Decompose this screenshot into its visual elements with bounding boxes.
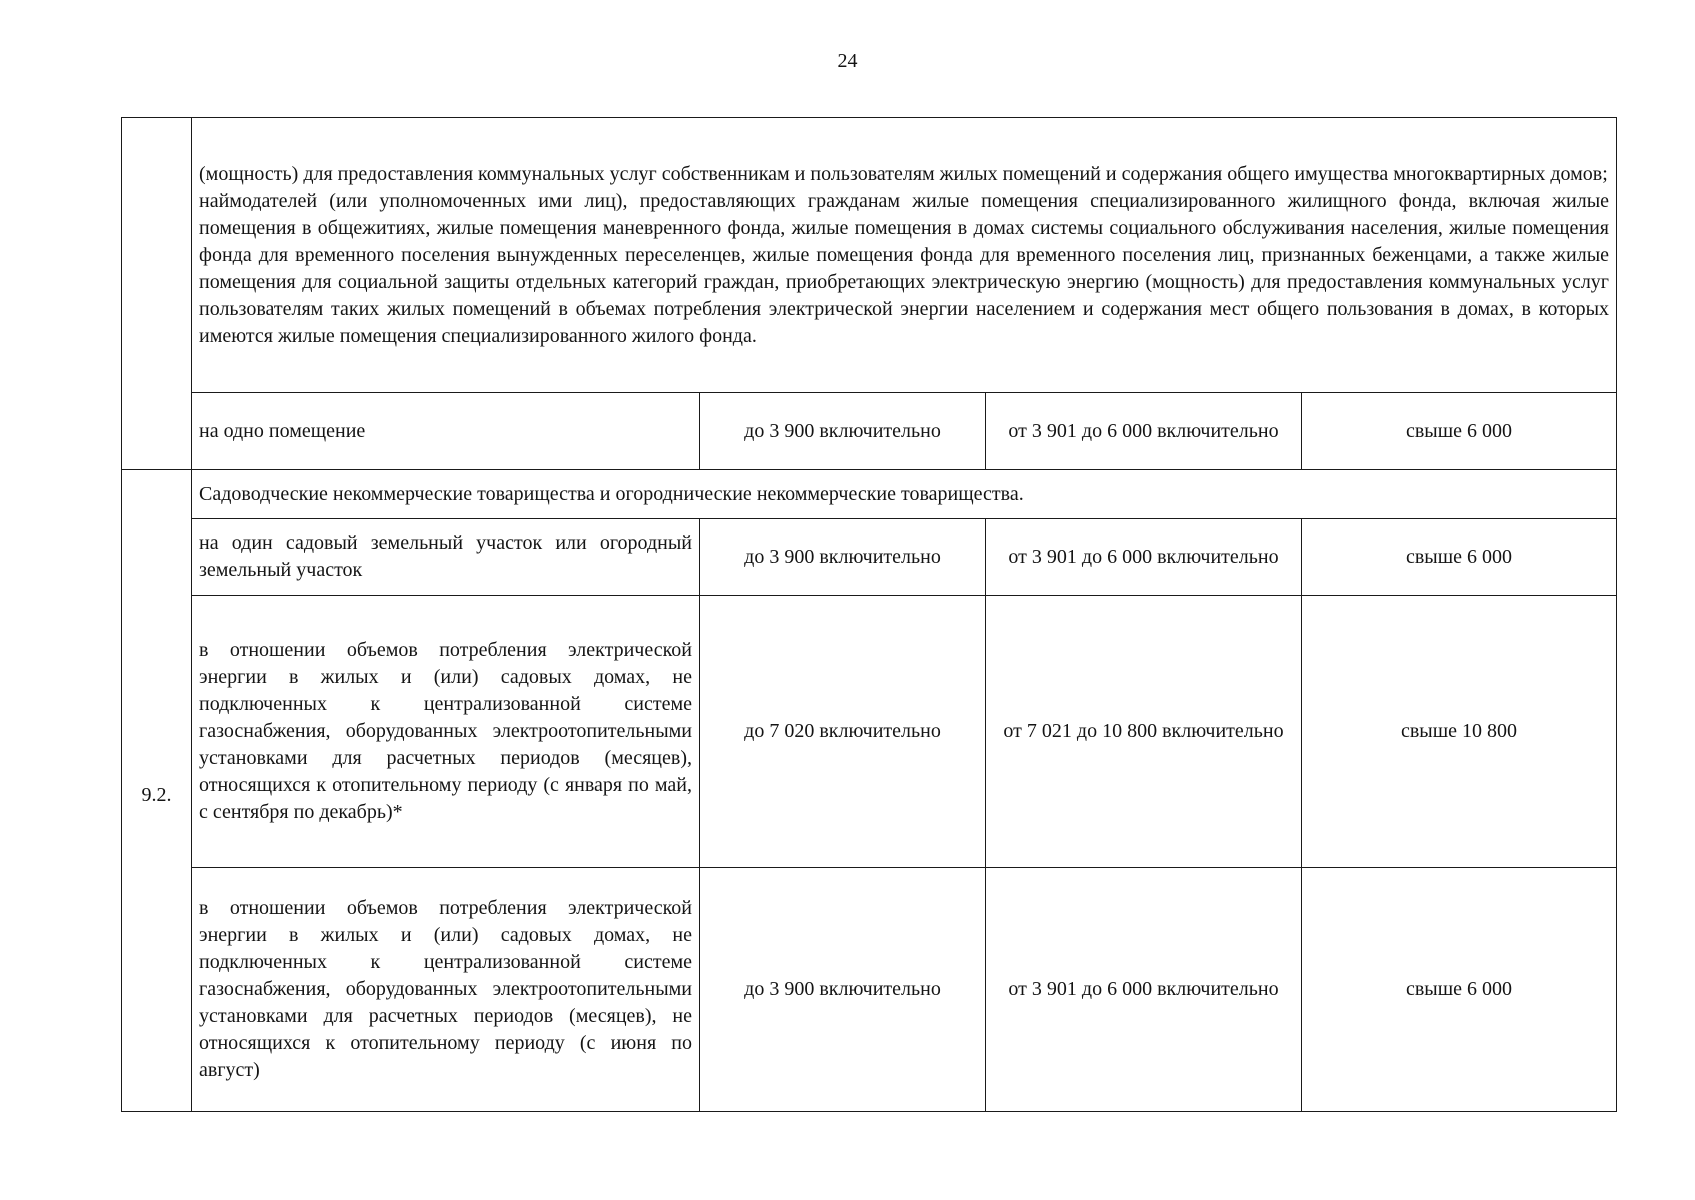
range-high-cell: свыше 10 800 [1302,596,1617,868]
range-high-cell: свыше 6 000 [1302,519,1617,596]
table-row [122,868,1617,1112]
row-label: на один садовый земельный участок или огородный земельный участок [192,519,700,596]
row-label: в отношении объемов потребления электрической энергии в жилых и (или) садовых домах, не подключенных к централизованной системе газоснабжения, оборудованных электроотопительными установками для расчетных периодов (месяцев), относящихся к отопительному периоду (с января по май, с сентября по декабрь)* [192,596,700,868]
section-title-cell: Садоводческие некоммерческие товарищества и огороднические некоммерческие товарищества. [192,470,1617,519]
range-mid-cell: от 3 901 до 6 000 включительно [986,868,1302,1112]
range-mid-cell: от 3 901 до 6 000 включительно [986,519,1302,596]
table-row [122,519,1617,596]
row-label: в отношении объемов потребления электрической энергии в жилых и (или) садовых домах, не подключенных к централизованной системе газоснабжения, оборудованных электроотопительными установками для расчетных периодов (месяцев), не относящихся к отопительному периоду (с июня по август) [192,868,700,1112]
range-high-cell: свыше 6 000 [1302,393,1617,470]
range-high-cell: свыше 6 000 [1302,868,1617,1112]
range-low-cell: до 7 020 включительно [700,596,986,868]
range-low-cell: до 3 900 включительно [700,519,986,596]
page-number: 24 [837,50,858,72]
row-number-cell [122,118,192,470]
tariff-table [121,117,1617,1112]
range-low-cell: до 3 900 включительно [700,393,986,470]
table-row [122,470,1617,519]
description-paragraph: наймодателей (или уполномоченных ими лиц), предоставляющих гражданам жилые помещения специализированного жилищного фонда, включая жилые помещения в общежитиях, жилые помещения маневренного фонда, жилые помещения в домах системы социального обслуживания населения, жилые помещения фонда для временного поселения вынужденных переселенцев, жилые помещения фонда для временного поселения лиц, признанных беженцами, а также жилые помещения для социальной защиты отдельных категорий граждан, приобретающих электрическую энергию (мощность) для предоставления коммунальных услуг пользователям таких жилых помещений в объемах потребления электрической энергии населением и содержания мест общего пользования в домах, в которых имеются жилые помещения специализированного жилого фонда. [199,189,1610,347]
category-description-cell [192,118,1617,393]
range-mid-cell: от 3 901 до 6 000 включительно [986,393,1302,470]
row-label: на одно помещение [192,393,700,470]
row-number-cell: 9.2. [122,470,192,1112]
range-mid-cell: от 7 021 до 10 800 включительно [986,596,1302,868]
table-row [122,393,1617,470]
table-row [122,596,1617,868]
description-paragraph: (мощность) для предоставления коммунальных услуг собственникам и пользователям жилых помещений и содержания общего имущества многоквартирных домов; [199,162,1608,185]
table-row [122,118,1617,393]
range-low-cell: до 3 900 включительно [700,868,986,1112]
